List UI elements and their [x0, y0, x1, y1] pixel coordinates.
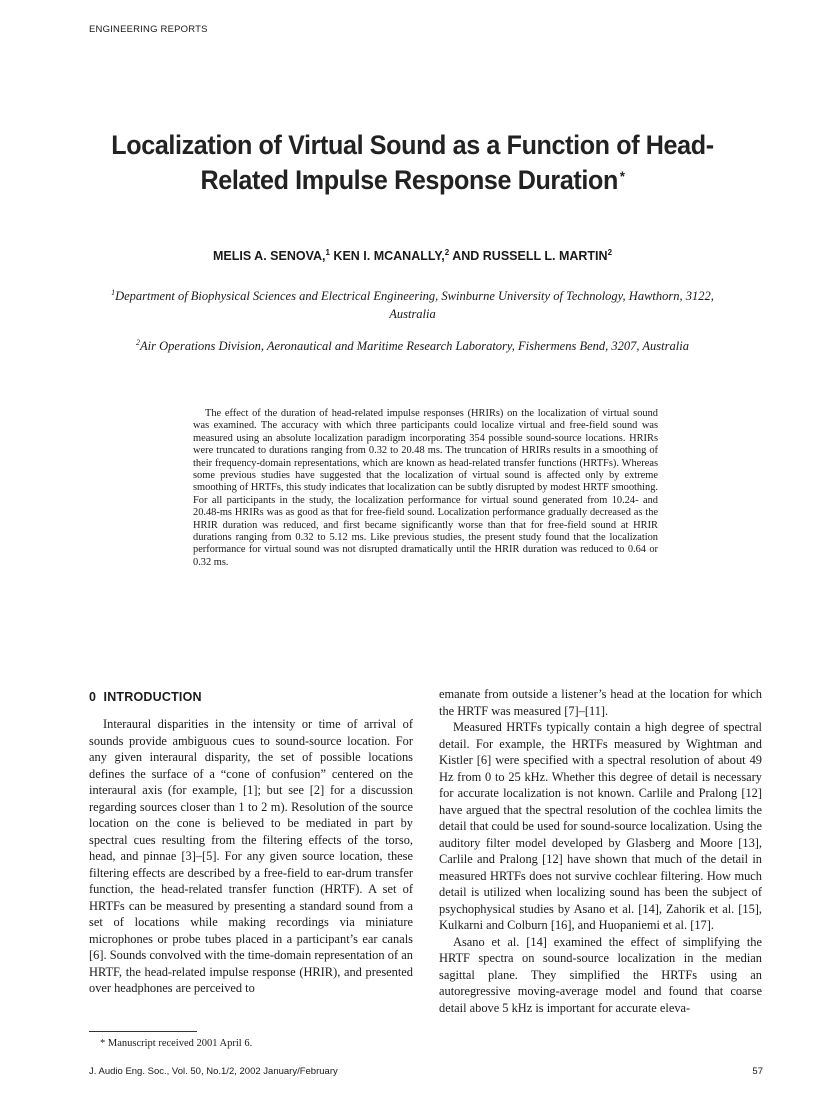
- footnote: * Manuscript received 2001 April 6.: [100, 1038, 253, 1049]
- right-column: [439, 686, 762, 1016]
- section-number: 0: [89, 690, 97, 704]
- paragraph: Interaural disparities in the intensity or time of arrival of sounds provide ambiguous cues to sound-source location. For any given interaural disparity, the set of possible locations defines the surface of a “cone of confusion” centered on the interaural axis (for example, [1]; but see [2] for a discussion regarding sources closer than 1 to 2 m). Resolution of the source location on the cone is believed to be mediated in part by spectral cues resulting from the filtering effects of the torso, head, and pinnae [3]–[5]. For any given source location, these filtering effects are described by a free-field to ear-drum transfer function, the head-related transfer function (HRTF). A set of HRTFs can be measured by presenting a standard sound from a set of locations while making recordings via miniature microphones or probe tubes placed in a participant’s ear canals [6]. Sounds convolved with the time-domain representation of an HRTF, the head-related impulse response (HRIR), and presented over headphones are perceived to: [89, 717, 413, 995]
- author-1-affil-sup: 1: [325, 248, 330, 257]
- paragraph: Measured HRTFs typically contain a high degree of spectral detail. For example, the HRTFs measured by Wightman and Kistler [6] were specified with a spectral resolution of about 49 Hz from 0 to 25 kHz. Whether this degree of detail is necessary for accurate localization is not known. Carlile and Pralong [12] have argued that the spectral resolution of the cochlea limits the detail that could be used for sound-source localization. Using the auditory filter model developed by Glasberg and Moore [13], Carlile and Pralong [12] have shown that much of the detail in measured HRTFs does not survive cochlear filtering. How much detail is utilized when localizing sound has been the subject of psychophysical studies by Asano et al. [14], Zahorik et al. [15], Kulkarni and Colburn [16], and Huopaniemi et al. [17].: [439, 720, 762, 932]
- affiliation-1-text: Department of Biophysical Sciences and Electrical Engineering, Swinburne University of Technology, Hawthorn, 3122, Australia: [115, 289, 714, 322]
- affiliation-1: [90, 284, 735, 323]
- section-heading: [89, 690, 202, 704]
- title-footnote-marker: *: [619, 168, 625, 184]
- author-list: [0, 248, 825, 263]
- affiliation-2-text: Air Operations Division, Aeronautical and Maritime Research Laboratory, Fishermens Bend, 3207, Australia: [140, 339, 689, 354]
- author-2: KEN I. MCANALLY,: [329, 249, 445, 264]
- abstract: The effect of the duration of head-related impulse responses (HRIRs) on the localization of virtual sound was examined. The accuracy with which three participants could localize virtual and free-field sound was measured using an absolute localization paradigm incorporating 354 possible sound-source locations. HRIRs were truncated to durations ranging from 0.32 to 20.48 ms. The truncation of HRIRs results in a smoothing of their frequency-domain representations, which are known as head-related transfer functions (HRTFs). Whereas some previous studies have suggested that the localization of virtual sound is affected only by extreme smoothing of HRTFs, this study indicates that localization can be subtly disrupted by modest HRTF smoothing. For all participants in the study, the localization performance for virtual sound generated from 10.24- and 20.48-ms HRIRs was as good as that for free-field sound. Localization performance gradually decreased as the HRIR duration was reduced, and first became significantly worse than that for free-field sound at HRIR durations ranging from 0.32 to 5.12 ms. Like previous studies, the present study found that the localization performance for virtual sound was not disrupted dramatically until the HRIR duration was reduced to 0.64 or 0.32 ms.: [193, 408, 658, 568]
- page-number: 57: [752, 1066, 763, 1077]
- paragraph: Asano et al. [14] examined the effect of simplifying the HRTF spectra on sound-source localization in the median sagittal plane. They simplified the HRTFs using an autoregressive moving-average model and found that coarse detail above 5 kHz is important for accurate eleva-: [439, 934, 762, 1015]
- footnote-rule: [89, 1031, 197, 1032]
- author-2-affil-sup: 2: [444, 248, 450, 257]
- section-title: INTRODUCTION: [103, 690, 202, 704]
- affiliation-2-sup: 2: [136, 338, 141, 347]
- running-header: ENGINEERING REPORTS: [89, 24, 208, 35]
- affiliation-1-sup: 1: [111, 288, 116, 297]
- author-1: MELIS A. SENOVA,: [212, 249, 326, 264]
- affiliation-2: [80, 334, 745, 355]
- left-column: [89, 716, 413, 997]
- paper-title: [85, 128, 741, 198]
- author-3-affil-sup: 2: [607, 248, 613, 257]
- title-text: Localization of Virtual Sound as a Function of Head-Related Impulse Response Duration: [111, 130, 714, 195]
- paragraph: emanate from outside a listener’s head at the location for which the HRTF was measured [7]–[11].: [439, 687, 762, 718]
- author-3: AND RUSSELL L. MARTIN: [449, 249, 608, 264]
- running-footer: J. Audio Eng. Soc., Vol. 50, No.1/2, 2002 January/February: [89, 1066, 338, 1077]
